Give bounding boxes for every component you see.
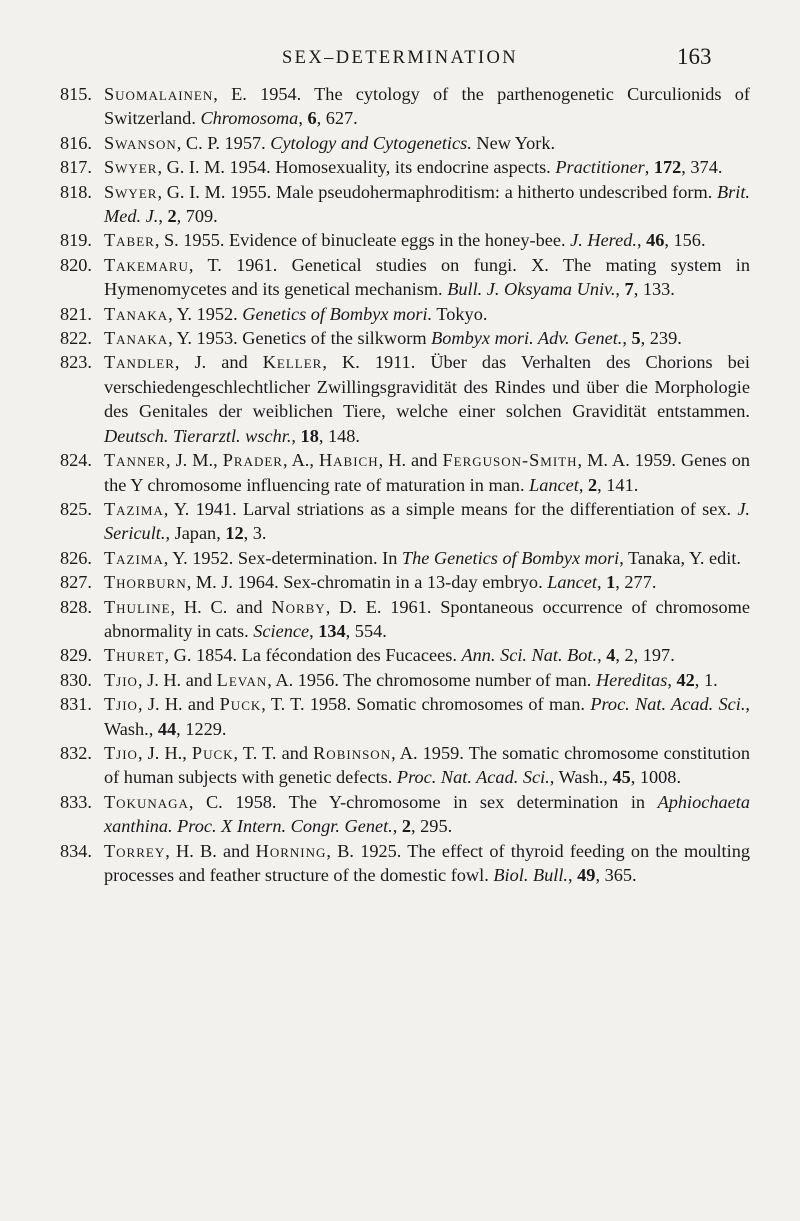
reference-text [104, 595, 750, 644]
reference-number: 828. [60, 596, 92, 617]
citation-text: , 239. [640, 328, 682, 349]
citation-text: New York. [471, 132, 556, 153]
citation-text: , A. 1959. The somatic chromosome constitution of human subjects with genetic defects. [104, 742, 750, 788]
title-italic: Practitioner [555, 157, 645, 178]
citation-text: , H. and [378, 450, 443, 471]
title-italic: J. Hered. [570, 230, 637, 251]
citation-text: , 554. [345, 620, 387, 641]
title-italic: Ann. Sci. Nat. Bot. [461, 645, 598, 666]
volume-number: 45 [612, 767, 631, 788]
reference-number: 818. [60, 181, 92, 202]
citation-text: , 1008. [630, 767, 682, 788]
author-name: Tanner [104, 450, 166, 471]
reference-text [104, 692, 750, 741]
reference-entry [60, 350, 750, 448]
citation-text: , J. and [174, 352, 263, 373]
reference-text [104, 643, 750, 667]
title-italic: Proc. Nat. Acad. Sci. [396, 767, 550, 788]
citation-text: , [615, 279, 625, 300]
page-number: 163 [677, 44, 712, 69]
citation-text: , 2, 197. [615, 645, 675, 666]
citation-text: , J. M., [165, 450, 223, 471]
reference-text [104, 546, 750, 570]
reference-entry [60, 741, 750, 790]
author-name: Keller [262, 352, 323, 373]
reference-entry [60, 253, 750, 302]
reference-number: 829. [60, 645, 92, 666]
citation-text: , [622, 328, 632, 349]
reference-entry [60, 155, 750, 179]
citation-text: , 374. [681, 157, 723, 178]
citation-text: , [298, 108, 308, 129]
reference-number: 831. [60, 694, 92, 715]
citation-text: , T. 1961. Genetical studies on fungi. X. The mating system in Hymenomycetes and its genetical mechanism. [104, 254, 750, 300]
author-name: Thuline [104, 596, 171, 617]
citation-text: , 295. [411, 816, 453, 837]
title-italic: Cytology and Cytogenetics. [270, 132, 472, 153]
volume-number: 6 [307, 108, 317, 129]
citation-text: , G. I. M. 1954. Homosexuality, its endocrine aspects. [157, 157, 556, 178]
reference-text [104, 497, 750, 546]
citation-text: , B. 1925. The effect of thyroid feeding on the moulting processes and feather structure of the domestic fowl. [104, 840, 750, 885]
author-name: Swyer [104, 157, 158, 178]
citation-text: , J. H., [137, 742, 192, 763]
reference-number: 817. [60, 157, 92, 178]
volume-number: 49 [577, 865, 596, 885]
title-italic: Chromosoma [200, 108, 299, 129]
volume-number: 2 [167, 206, 177, 227]
author-name: Prader [222, 450, 283, 471]
reference-entry [60, 839, 750, 888]
reference-entry [60, 668, 750, 692]
citation-text: , 1229. [176, 718, 227, 739]
reference-number: 816. [60, 132, 92, 153]
reference-number: 824. [60, 450, 92, 471]
reference-text [104, 180, 750, 229]
citation-text: , 627. [316, 108, 358, 129]
volume-number: 1 [606, 572, 616, 593]
citation-text: , 148. [318, 425, 360, 446]
citation-text: , 156. [664, 230, 706, 251]
title-italic: Lancet [547, 572, 597, 593]
volume-number: 5 [631, 328, 641, 349]
citation-text: , J. H. and [137, 694, 220, 715]
citation-text: , Tanaka, Y. edit. [619, 547, 741, 568]
citation-text: , A. 1956. The chromosome number of man. [267, 669, 596, 690]
citation-text: , Y. 1941. Larval striations as a simple means for the differentiation of sex. [163, 498, 738, 519]
author-name: Robinson [313, 742, 392, 763]
title-italic: Deutsch. Tierarztl. wschr. [104, 425, 292, 446]
citation-text: , [291, 425, 301, 446]
citation-text: , [309, 620, 319, 641]
page-header [0, 42, 800, 76]
reference-text [104, 839, 750, 888]
citation-text: , T. T. 1958. Somatic chromosomes of man. [261, 694, 591, 715]
citation-text: , [636, 230, 647, 251]
author-name: Tjio [104, 742, 138, 763]
reference-text [104, 155, 750, 179]
volume-number: 4 [606, 645, 616, 666]
citation-text: , Japan, [165, 523, 226, 544]
citation-text: , [597, 645, 607, 666]
reference-text [104, 790, 750, 839]
citation-text: , [644, 157, 654, 178]
reference-entry [60, 326, 750, 350]
citation-text: , Y. 1952. Sex-determination. In [163, 547, 402, 568]
reference-entry [60, 692, 750, 741]
author-name: Taber [104, 230, 155, 251]
citation-text: , [667, 669, 677, 690]
author-name: Torrey [104, 840, 166, 861]
citation-text: , M. J. 1964. Sex-chromatin in a 13-day embryo. [186, 572, 548, 593]
reference-entry [60, 82, 750, 131]
reference-number: 834. [60, 840, 92, 861]
running-title: SEX–DETERMINATION [281, 48, 519, 68]
reference-number: 822. [60, 328, 92, 349]
citation-text: , K. 1911. Über das Verhalten des Chorions bei verschiedengeschlechtlicher Zwillingsgravidität des Rindes und über die Morphologie des Genitales der weiblichen Tiere, welche einer solchen Gravidität entstammen. [104, 352, 750, 422]
title-italic: Aphiochaeta xanthina. Proc. X Intern. Congr. Genet. [104, 791, 750, 837]
reference-entry [60, 448, 750, 497]
title-italic: The Genetics of Bombyx mori [401, 547, 620, 568]
author-name: Puck [219, 694, 262, 715]
citation-text: , 1. [694, 669, 718, 690]
title-italic: Brit. Med. J. [104, 181, 750, 227]
reference-entry [60, 228, 750, 252]
citation-text: , [578, 474, 588, 495]
reference-text [104, 448, 750, 497]
reference-number: 825. [60, 498, 92, 519]
citation-text: , S. 1955. Evidence of binucleate eggs in the honey-bee. [154, 230, 571, 251]
reference-text [104, 228, 750, 252]
author-name: Swyer [104, 181, 158, 202]
citation-text: , H. C. and [170, 596, 272, 617]
citation-text: , 3. [243, 523, 267, 544]
citation-text: , [158, 206, 168, 227]
author-name: Puck [191, 742, 234, 763]
reference-number: 827. [60, 572, 92, 593]
author-name: Tandler [104, 352, 175, 373]
title-italic: Lancet [529, 474, 579, 495]
author-name: Suomalainen [104, 84, 214, 104]
title-italic: Science [253, 620, 310, 641]
citation-text: , H. B. and [165, 840, 256, 861]
citation-text: Tokyo. [432, 303, 488, 324]
citation-text: , 133. [633, 279, 675, 300]
volume-number: 46 [646, 230, 665, 251]
author-name: Thorburn [104, 572, 187, 593]
citation-text: , 709. [176, 206, 218, 227]
reference-text [104, 741, 750, 790]
title-italic: Proc. Nat. Acad. Sci. [590, 694, 746, 715]
title-italic: Bull. J. Oksyama Univ. [447, 279, 616, 300]
author-name: Habich [318, 450, 379, 471]
author-name: Tazima [104, 498, 164, 519]
author-name: Levan [216, 669, 268, 690]
citation-text: , [596, 572, 607, 593]
author-name: Horning [255, 840, 327, 861]
reference-number: 830. [60, 669, 92, 690]
volume-number: 2 [401, 816, 412, 837]
citation-text: , Wash., [549, 767, 613, 788]
title-italic: Genetics of Bombyx mori. [242, 303, 433, 324]
reference-number: 833. [60, 791, 92, 812]
author-name: Swanson [104, 132, 177, 153]
author-name: Tanaka [104, 328, 169, 349]
reference-text [104, 82, 750, 131]
title-italic: Hereditas [595, 669, 668, 690]
reference-text [104, 131, 750, 155]
title-italic: J. Sericult. [104, 498, 750, 544]
reference-text [104, 350, 750, 448]
reference-number: 832. [60, 742, 92, 763]
reference-number: 820. [60, 254, 92, 275]
citation-text: , [568, 865, 578, 885]
citation-text: , J. H. and [137, 669, 217, 690]
reference-entry [60, 546, 750, 570]
reference-text [104, 326, 750, 350]
reference-text [104, 253, 750, 302]
citation-text: , 141. [597, 474, 639, 495]
reference-entry [60, 643, 750, 667]
citation-text: , [392, 816, 402, 837]
reference-number: 823. [60, 352, 92, 373]
citation-text: , A., [282, 450, 319, 471]
author-name: Ferguson-Smith [442, 450, 578, 471]
citation-text: , M. A. 1959. Genes on the Y chromosome influencing rate of maturation in man. [104, 450, 750, 495]
reference-entry [60, 131, 750, 155]
volume-number: 44 [157, 718, 177, 739]
citation-text: , C. P. 1957. [176, 132, 271, 153]
reference-number: 819. [60, 230, 92, 251]
title-italic: Bombyx mori. Adv. Genet. [431, 328, 623, 349]
author-name: Takemaru [104, 254, 189, 275]
author-name: Tjio [104, 694, 138, 715]
citation-text: , Y. 1952. [168, 303, 243, 324]
author-name: Tanaka [104, 303, 169, 324]
reference-number: 815. [60, 84, 92, 104]
volume-number: 7 [624, 279, 634, 300]
reference-entry [60, 790, 750, 839]
volume-number: 172 [653, 157, 682, 178]
reference-text [104, 302, 750, 326]
citation-text: , E. 1954. The cytology of the parthenogenetic Curculionids of Switzerland. [104, 84, 750, 129]
reference-entry [60, 570, 750, 594]
author-name: Norby [271, 596, 326, 617]
citation-text: , D. E. 1961. Spontaneous occurrence of chromosome abnormality in cats. [104, 596, 750, 641]
volume-number: 18 [300, 425, 319, 446]
citation-text: , Y. 1953. Genetics of the silkworm [168, 328, 432, 349]
citation-text: , G. I. M. 1955. Male pseudohermaphroditism: a hitherto undescribed form. [157, 181, 717, 202]
citation-text: , 365. [595, 865, 637, 885]
reference-number: 826. [60, 547, 92, 568]
citation-text: , Wash., [104, 694, 750, 739]
volume-number: 2 [588, 474, 598, 495]
author-name: Tokunaga [104, 791, 189, 812]
author-name: Tjio [104, 669, 138, 690]
citation-text: , T. T. and [233, 742, 314, 763]
volume-number: 134 [318, 620, 346, 641]
reference-entry [60, 302, 750, 326]
citation-text: , G. 1854. La fécondation des Fucacees. [164, 645, 462, 666]
author-name: Tazima [104, 547, 164, 568]
author-name: Thuret [104, 645, 165, 666]
title-italic: Biol. Bull. [493, 865, 569, 885]
reference-text [104, 668, 750, 692]
reference-list [60, 82, 750, 887]
citation-text: , C. 1958. The Y-chromosome in sex determination in [188, 791, 658, 812]
citation-text: , 277. [615, 572, 657, 593]
reference-entry [60, 180, 750, 229]
volume-number: 12 [225, 523, 244, 544]
reference-entry [60, 595, 750, 644]
reference-entry [60, 497, 750, 546]
reference-text [104, 570, 750, 594]
volume-number: 42 [676, 669, 695, 690]
reference-number: 821. [60, 303, 92, 324]
